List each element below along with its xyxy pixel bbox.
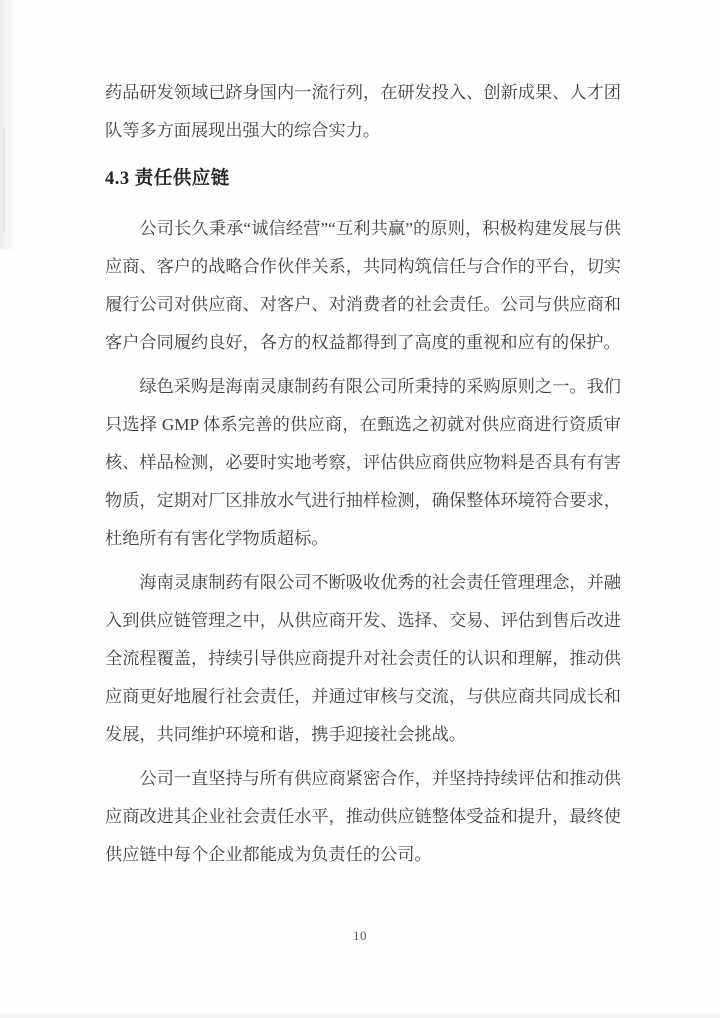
scan-artifact-corner: [0, 0, 16, 250]
scan-artifact-left-edge: [3, 128, 5, 233]
paragraph: 公司长久秉承“诚信经营”“互利共赢”的原则，积极构建发展与供应商、客户的战略合作伙伴关系，共同构筑信任与合作的平台，切实履行公司对供应商、对客户、对消费者的社会责任。公司与供应商和客户合同履约良好，各方的权益都得到了高度的重视和应有的保护。: [105, 219, 621, 352]
paragraph: 绿色采购是海南灵康制药有限公司所秉持的采购原则之一。我们只选择 GMP 体系完善的供应商，在甄选之初就对供应商进行资质审核、样品检测，必要时实地考察，评估供应商供应物料是否具有有害物质，定期对厂区排放水气进行抽样检测，确保整体环境符合要求，杜绝所有有害化学物质超标。: [105, 377, 621, 548]
scan-artifact-bottom-edge: [0, 1012, 720, 1018]
page-number: 10: [353, 928, 367, 943]
paragraph: 公司一直坚持与所有供应商紧密合作，并坚持持续评估和推动供应商改进其企业社会责任水平，推动供应链整体受益和提升，最终使供应链中每个企业都能成为负责任的公司。: [105, 769, 621, 864]
continued-paragraph: 药品研发领域已跻身国内一流行列，在研发投入、创新成果、人才团队等多方面展现出强大的综合实力。: [105, 83, 621, 140]
section-heading: 4.3 责任供应链: [105, 169, 230, 189]
document-body: [105, 74, 621, 880]
paragraph: 海南灵康制药有限公司不断吸收优秀的社会责任管理理念，并融入到供应链管理之中，从供应商开发、选择、交易、评估到售后改进全流程覆盖，持续引导供应商提升对社会责任的认识和理解，推动供应商更好地履行社会责任，并通过审核与交流，与供应商共同成长和发展，共同维护环境和谐，携手迎接社会挑战。: [105, 573, 621, 744]
